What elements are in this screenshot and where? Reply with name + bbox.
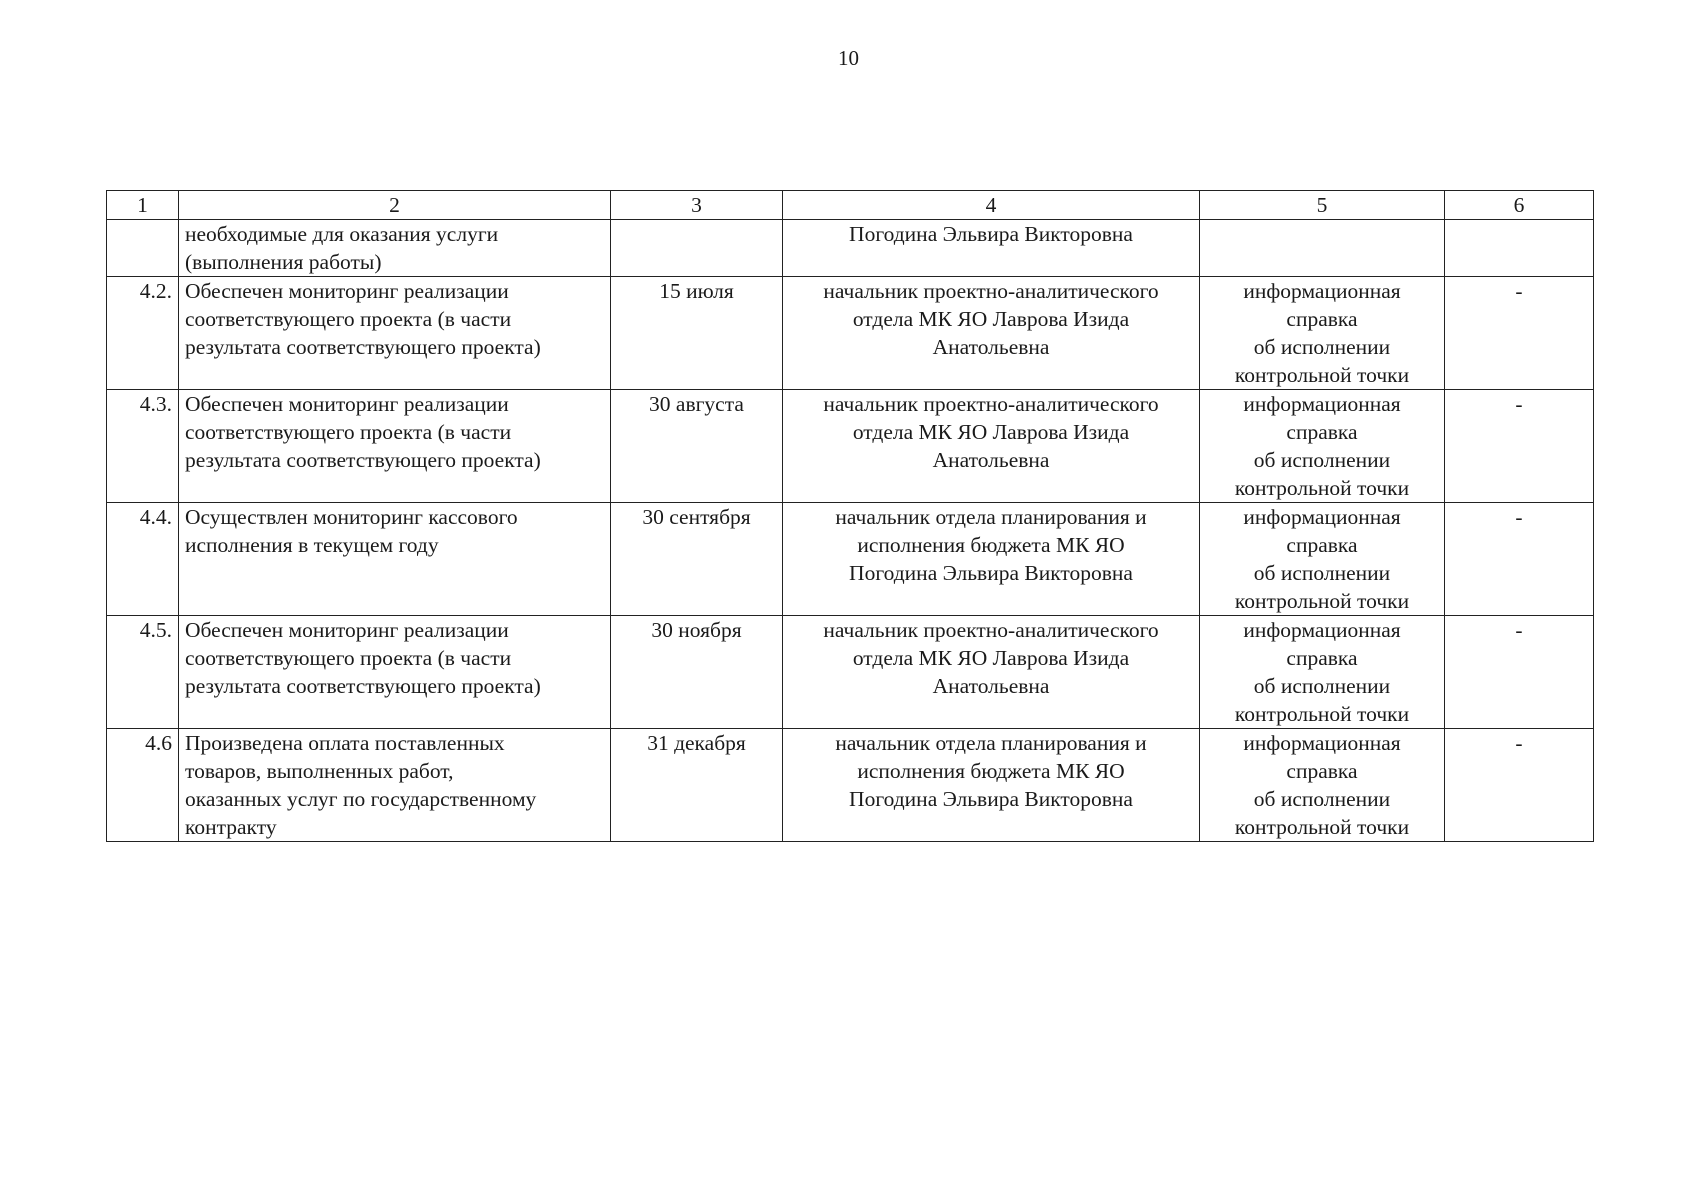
deadline-cell: 15 июля [611, 277, 783, 390]
table-row [107, 729, 1594, 842]
table-row [107, 277, 1594, 390]
item-number-cell: 4.3. [107, 390, 179, 503]
column-number-cell: 3 [611, 191, 783, 220]
column-number-cell: 2 [179, 191, 611, 220]
deadline-cell: 30 ноября [611, 616, 783, 729]
note-cell: - [1445, 277, 1594, 390]
note-cell: - [1445, 616, 1594, 729]
deadline-cell [611, 220, 783, 277]
document-cell [1200, 220, 1445, 277]
event-cell: Осуществлен мониторинг кассового исполнения в текущем году [179, 503, 611, 616]
event-cell: Произведена оплата поставленных товаров, выполненных работ, оказанных услуг по государственному контракту [179, 729, 611, 842]
document-cell: информационная справка об исполнении контрольной точки [1200, 277, 1445, 390]
note-cell [1445, 220, 1594, 277]
deadline-cell: 30 сентября [611, 503, 783, 616]
column-number-cell: 6 [1445, 191, 1594, 220]
document-cell: информационная справка об исполнении контрольной точки [1200, 503, 1445, 616]
table-row [107, 503, 1594, 616]
responsible-cell: начальник проектно-аналитического отдела МК ЯО Лаврова Изида Анатольевна [783, 616, 1200, 729]
document-cell: информационная справка об исполнении контрольной точки [1200, 390, 1445, 503]
document-cell: информационная справка об исполнении контрольной точки [1200, 616, 1445, 729]
responsible-cell: начальник проектно-аналитического отдела МК ЯО Лаврова Изида Анатольевна [783, 277, 1200, 390]
event-cell: Обеспечен мониторинг реализации соответствующего проекта (в части результата соответствующего проекта) [179, 277, 611, 390]
note-cell: - [1445, 503, 1594, 616]
note-cell: - [1445, 390, 1594, 503]
event-cell: Обеспечен мониторинг реализации соответствующего проекта (в части результата соответствующего проекта) [179, 390, 611, 503]
page-number: 10 [838, 46, 859, 70]
column-number-cell: 1 [107, 191, 179, 220]
note-cell: - [1445, 729, 1594, 842]
item-number-cell: 4.5. [107, 616, 179, 729]
responsible-cell: начальник отдела планирования и исполнения бюджета МК ЯО Погодина Эльвира Викторовна [783, 503, 1200, 616]
item-number-cell [107, 220, 179, 277]
event-cell: необходимые для оказания услуги (выполнения работы) [179, 220, 611, 277]
continuation-row [107, 220, 1594, 277]
deadline-cell: 31 декабря [611, 729, 783, 842]
column-number-cell: 5 [1200, 191, 1445, 220]
document-cell: информационная справка об исполнении контрольной точки [1200, 729, 1445, 842]
event-cell: Обеспечен мониторинг реализации соответствующего проекта (в части результата соответствующего проекта) [179, 616, 611, 729]
responsible-cell: начальник отдела планирования и исполнения бюджета МК ЯО Погодина Эльвира Викторовна [783, 729, 1200, 842]
item-number-cell: 4.2. [107, 277, 179, 390]
table-row [107, 390, 1594, 503]
item-number-cell: 4.4. [107, 503, 179, 616]
deadline-cell: 30 августа [611, 390, 783, 503]
table-row [107, 616, 1594, 729]
control-points-table [106, 190, 1594, 842]
item-number-cell: 4.6 [107, 729, 179, 842]
column-number-cell: 4 [783, 191, 1200, 220]
column-number-row [107, 191, 1594, 220]
responsible-cell: начальник проектно-аналитического отдела МК ЯО Лаврова Изида Анатольевна [783, 390, 1200, 503]
responsible-cell: Погодина Эльвира Викторовна [783, 220, 1200, 277]
